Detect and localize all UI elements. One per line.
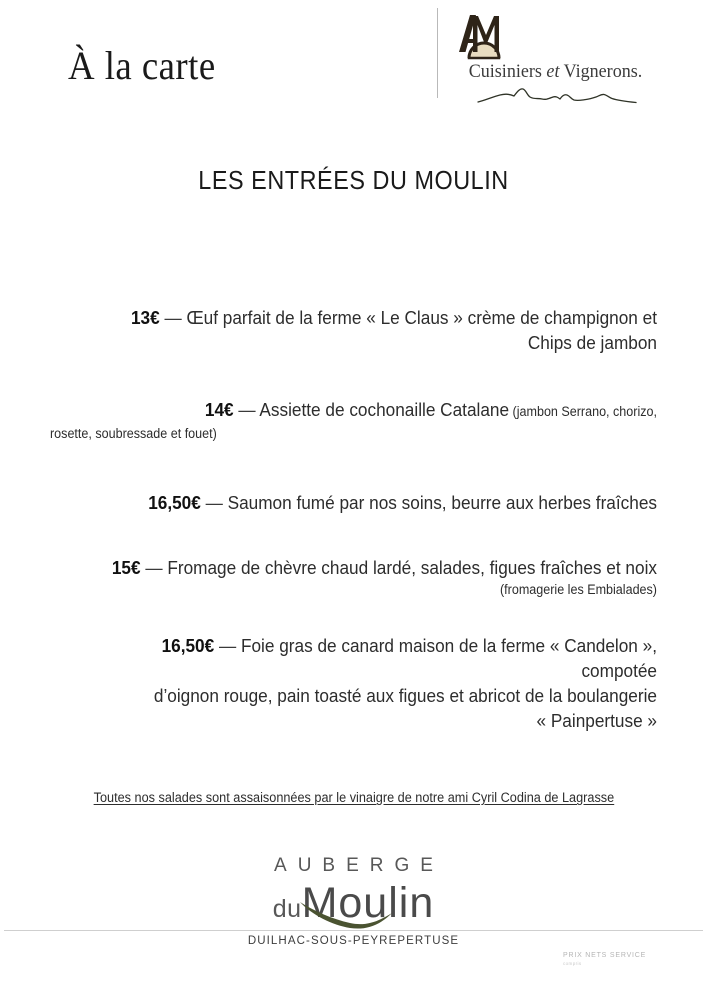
page-title: À la carte: [68, 43, 216, 88]
menu-item-dash: —: [159, 307, 187, 328]
menu-item-dash: —: [233, 399, 260, 420]
menu-item: [50, 633, 657, 733]
mountain-ridge-icon: [476, 86, 646, 108]
auberge-du-moulin-logo: [0, 855, 707, 955]
menu-item-line: [92, 555, 657, 580]
menu-item-note-line: [50, 424, 615, 443]
logo-village-text: DUILHAC-SOUS-PEYREPERTUSE: [247, 935, 460, 947]
tagline-part1: Cuisiniers: [468, 61, 547, 82]
menu-item-line: [92, 397, 657, 424]
menu-item-dash: —: [200, 492, 228, 513]
menu-item-dash: —: [140, 557, 168, 578]
brand-logo: [448, 12, 663, 108]
menu-item-line: [92, 708, 657, 733]
menu-item-line: [92, 330, 657, 355]
menu-item-line: [92, 305, 657, 330]
menu-item-line: [92, 633, 657, 683]
prix-nets-sub-text: compris: [563, 961, 582, 966]
menu-item-price: 15€: [111, 557, 141, 578]
menu-item-description-cont: Chips de jambon: [527, 332, 657, 353]
page-header: [0, 0, 707, 120]
menu-item-note-cont: rosette, soubressade et fouet): [50, 426, 217, 441]
menu-item-description: Œuf parfait de la ferme « Le Claus » crème de champignon et: [186, 307, 657, 328]
logo-divider-rule: [4, 930, 703, 931]
menu-item-description-cont: « Painpertuse »: [536, 710, 657, 731]
menu-item-note: (fromagerie les Embialades): [499, 582, 657, 597]
menu-item: [50, 555, 657, 599]
menu-item-price: 14€: [204, 399, 234, 420]
tagline-et: et: [546, 61, 560, 82]
menu-item-description: Assiette de cochonaille Catalane: [259, 399, 510, 420]
menu-item-price: 16,50€: [161, 635, 215, 656]
prix-nets-note: [563, 951, 673, 967]
menu-item-line: [92, 683, 657, 708]
header-divider: [437, 8, 438, 98]
menu-item-note-line: [92, 580, 657, 599]
menu-item: [50, 490, 657, 515]
menu-item-description: Saumon fumé par nos soins, beurre aux herbes fraîches: [227, 492, 657, 513]
menu-item-price: 13€: [130, 307, 160, 328]
menu-item-line: [92, 490, 657, 515]
menu-item: [50, 397, 657, 443]
logo-du-text: du: [272, 895, 302, 923]
menu-item-price: 16,50€: [148, 492, 201, 513]
menu-item: [50, 305, 657, 355]
logo-moulin-text: Moulin: [301, 879, 435, 927]
swoosh-icon: [298, 899, 394, 929]
am-monogram-icon: [456, 12, 510, 60]
menu-item-description: Fromage de chèvre chaud lardé, salades, figues fraîches et noix: [167, 557, 657, 578]
tagline-part2: Vignerons.: [559, 61, 643, 82]
menu-item-description: Foie gras de canard maison de la ferme « Candelon », compotée: [240, 635, 657, 681]
salad-footnote-text: Toutes nos salades sont assaisonnées par le vinaigre de notre ami Cyril Codina de Lagrasse: [93, 790, 614, 805]
logo-auberge-text: AUBERGE: [274, 855, 444, 876]
salad-footnote: [0, 789, 707, 807]
brand-tagline: [453, 60, 657, 83]
prix-nets-main-text: PRIX NETS SERVICE: [563, 952, 647, 959]
menu-item-description-cont: d’oignon rouge, pain toasté aux figues et abricot de la boulangerie: [153, 685, 657, 706]
menu-item-note: (jambon Serrano, chorizo,: [509, 404, 657, 419]
menu-item-dash: —: [214, 635, 241, 656]
section-title: LES ENTRÉES DU MOULIN: [198, 165, 509, 195]
